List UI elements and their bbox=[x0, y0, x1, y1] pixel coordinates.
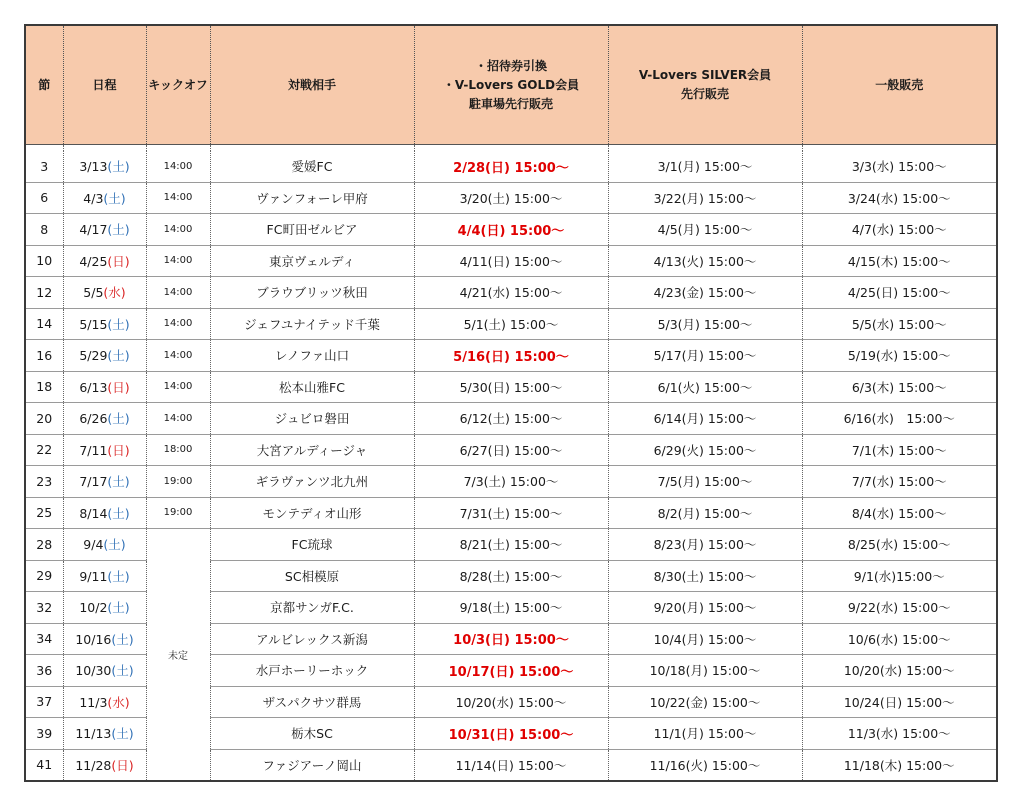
date-cell bbox=[63, 151, 146, 182]
gold-presale-cell bbox=[414, 434, 608, 466]
header-gold-line3: 駐車場先行販売 bbox=[468, 96, 553, 111]
table-row bbox=[25, 466, 997, 498]
match-date: 6/26 bbox=[79, 411, 108, 427]
gold-presale-cell bbox=[414, 623, 608, 655]
gold-presale-datetime: 5/16(日) 15:00～ bbox=[453, 349, 569, 365]
opponent-cell: レノファ山口 bbox=[210, 340, 414, 372]
table-row bbox=[25, 340, 997, 372]
silver-presale-cell: 3/1(月) 15:00～ bbox=[608, 151, 802, 182]
general-sale-cell: 8/25(水) 15:00～ bbox=[802, 529, 997, 561]
gold-presale-datetime: 7/31(土) 15:00～ bbox=[459, 505, 563, 521]
opponent-cell: ジェフユナイテッド千葉 bbox=[210, 308, 414, 340]
date-cell bbox=[63, 340, 146, 372]
weekday-label: (土) bbox=[107, 600, 130, 616]
header-kickoff: キックオフ bbox=[146, 25, 210, 145]
match-date: 4/17 bbox=[79, 222, 108, 238]
kickoff-tbd-cell: 未定 bbox=[146, 529, 210, 782]
round-cell: 29 bbox=[25, 560, 63, 592]
gold-presale-datetime: 10/17(日) 15:00～ bbox=[448, 664, 574, 680]
gold-presale-datetime: 7/3(土) 15:00～ bbox=[463, 474, 559, 490]
match-date: 4/25 bbox=[79, 253, 108, 269]
gold-presale-cell bbox=[414, 214, 608, 246]
round-cell: 25 bbox=[25, 497, 63, 529]
silver-presale-cell: 9/20(月) 15:00～ bbox=[608, 592, 802, 624]
opponent-cell: モンテディオ山形 bbox=[210, 497, 414, 529]
kickoff-cell: 19:00 bbox=[146, 497, 210, 529]
gold-presale-cell bbox=[414, 497, 608, 529]
weekday-label: (土) bbox=[111, 726, 134, 742]
date-cell bbox=[63, 403, 146, 435]
match-date: 7/17 bbox=[79, 474, 108, 490]
round-cell: 37 bbox=[25, 686, 63, 718]
opponent-cell: 東京ヴェルディ bbox=[210, 245, 414, 277]
silver-presale-cell: 8/2(月) 15:00～ bbox=[608, 497, 802, 529]
gold-presale-cell bbox=[414, 308, 608, 340]
general-sale-cell: 7/7(水) 15:00～ bbox=[802, 466, 997, 498]
weekday-label: (日) bbox=[107, 253, 130, 269]
date-cell bbox=[63, 560, 146, 592]
kickoff-cell: 14:00 bbox=[146, 151, 210, 182]
silver-presale-cell: 10/22(金) 15:00～ bbox=[608, 686, 802, 718]
round-cell: 39 bbox=[25, 718, 63, 750]
weekday-label: (日) bbox=[107, 442, 130, 458]
match-date: 5/29 bbox=[79, 348, 108, 364]
silver-presale-cell: 11/16(火) 15:00～ bbox=[608, 749, 802, 781]
round-cell: 8 bbox=[25, 214, 63, 246]
weekday-label: (土) bbox=[107, 222, 130, 238]
round-cell: 36 bbox=[25, 655, 63, 687]
gold-presale-datetime: 10/31(日) 15:00～ bbox=[448, 727, 574, 743]
match-date: 5/5 bbox=[83, 285, 104, 301]
opponent-cell: SC相模原 bbox=[210, 560, 414, 592]
weekday-label: (土) bbox=[111, 663, 134, 679]
silver-presale-cell: 4/5(月) 15:00～ bbox=[608, 214, 802, 246]
match-date: 11/13 bbox=[75, 726, 112, 742]
gold-presale-datetime: 10/20(水) 15:00～ bbox=[455, 694, 567, 710]
date-cell bbox=[63, 623, 146, 655]
round-cell: 22 bbox=[25, 434, 63, 466]
opponent-cell: 松本山雅FC bbox=[210, 371, 414, 403]
weekday-label: (土) bbox=[107, 474, 130, 490]
kickoff-cell: 18:00 bbox=[146, 434, 210, 466]
table-row bbox=[25, 277, 997, 309]
date-cell bbox=[63, 655, 146, 687]
opponent-cell: ジュビロ磐田 bbox=[210, 403, 414, 435]
gold-presale-datetime: 4/4(日) 15:00～ bbox=[457, 223, 565, 239]
date-cell bbox=[63, 214, 146, 246]
opponent-cell: 水戸ホーリーホック bbox=[210, 655, 414, 687]
opponent-cell: ヴァンフォーレ甲府 bbox=[210, 182, 414, 214]
weekday-label: (土) bbox=[107, 505, 130, 521]
weekday-label: (土) bbox=[107, 568, 130, 584]
date-cell bbox=[63, 308, 146, 340]
silver-presale-cell: 10/18(月) 15:00～ bbox=[608, 655, 802, 687]
general-sale-cell: 3/3(水) 15:00～ bbox=[802, 151, 997, 182]
gold-presale-datetime: 6/27(日) 15:00～ bbox=[459, 442, 563, 458]
gold-presale-cell bbox=[414, 403, 608, 435]
weekday-label: (土) bbox=[111, 631, 134, 647]
gold-presale-cell bbox=[414, 245, 608, 277]
opponent-cell: ザスパクサツ群馬 bbox=[210, 686, 414, 718]
silver-presale-cell: 6/1(火) 15:00～ bbox=[608, 371, 802, 403]
table-row bbox=[25, 371, 997, 403]
general-sale-cell: 6/3(木) 15:00～ bbox=[802, 371, 997, 403]
kickoff-cell: 14:00 bbox=[146, 182, 210, 214]
match-date: 8/14 bbox=[79, 505, 108, 521]
gold-presale-datetime: 5/30(日) 15:00～ bbox=[459, 379, 563, 395]
match-date: 10/30 bbox=[75, 663, 112, 679]
date-cell bbox=[63, 718, 146, 750]
match-date: 10/2 bbox=[79, 600, 108, 616]
weekday-label: (水) bbox=[103, 285, 126, 301]
gold-presale-cell bbox=[414, 686, 608, 718]
date-cell bbox=[63, 371, 146, 403]
gold-presale-cell bbox=[414, 371, 608, 403]
match-date: 10/16 bbox=[75, 631, 112, 647]
gold-presale-datetime: 3/20(土) 15:00～ bbox=[459, 190, 563, 206]
kickoff-cell: 14:00 bbox=[146, 214, 210, 246]
kickoff-cell: 14:00 bbox=[146, 403, 210, 435]
table-row bbox=[25, 308, 997, 340]
opponent-cell: 大宮アルディージャ bbox=[210, 434, 414, 466]
general-sale-cell: 9/1(水)15:00～ bbox=[802, 560, 997, 592]
gold-presale-cell bbox=[414, 749, 608, 781]
date-cell bbox=[63, 277, 146, 309]
table-row bbox=[25, 182, 997, 214]
date-cell bbox=[63, 529, 146, 561]
table-row bbox=[25, 151, 997, 182]
opponent-cell: 京都サンガF.C. bbox=[210, 592, 414, 624]
general-sale-cell: 4/7(水) 15:00～ bbox=[802, 214, 997, 246]
round-cell: 6 bbox=[25, 182, 63, 214]
match-date: 6/13 bbox=[79, 379, 108, 395]
kickoff-cell: 14:00 bbox=[146, 371, 210, 403]
round-cell: 28 bbox=[25, 529, 63, 561]
kickoff-cell: 14:00 bbox=[146, 308, 210, 340]
weekday-label: (日) bbox=[111, 757, 134, 773]
gold-presale-datetime: 4/11(日) 15:00～ bbox=[459, 253, 563, 269]
opponent-cell: アルビレックス新潟 bbox=[210, 623, 414, 655]
gold-presale-cell bbox=[414, 592, 608, 624]
date-cell bbox=[63, 182, 146, 214]
weekday-label: (土) bbox=[107, 348, 130, 364]
general-sale-cell: 11/18(木) 15:00～ bbox=[802, 749, 997, 781]
general-sale-cell: 11/3(水) 15:00～ bbox=[802, 718, 997, 750]
general-sale-cell: 3/24(水) 15:00～ bbox=[802, 182, 997, 214]
header-general-sale: 一般販売 bbox=[802, 25, 997, 145]
header-gold-presale bbox=[414, 25, 608, 145]
silver-presale-cell: 7/5(月) 15:00～ bbox=[608, 466, 802, 498]
round-cell: 18 bbox=[25, 371, 63, 403]
gold-presale-cell bbox=[414, 182, 608, 214]
date-cell bbox=[63, 592, 146, 624]
date-cell bbox=[63, 245, 146, 277]
gold-presale-datetime: 5/1(土) 15:00～ bbox=[463, 316, 559, 332]
silver-presale-cell: 3/22(月) 15:00～ bbox=[608, 182, 802, 214]
gold-presale-cell bbox=[414, 718, 608, 750]
header-date: 日程 bbox=[63, 25, 146, 145]
header-silver-presale bbox=[608, 25, 802, 145]
kickoff-cell: 14:00 bbox=[146, 245, 210, 277]
silver-presale-cell: 6/14(月) 15:00～ bbox=[608, 403, 802, 435]
date-cell bbox=[63, 466, 146, 498]
date-cell bbox=[63, 749, 146, 781]
opponent-cell: 栃木SC bbox=[210, 718, 414, 750]
match-date: 11/28 bbox=[75, 757, 112, 773]
silver-presale-cell: 5/3(月) 15:00～ bbox=[608, 308, 802, 340]
header-round: 節 bbox=[25, 25, 63, 145]
gold-presale-datetime: 8/21(土) 15:00～ bbox=[459, 537, 563, 553]
kickoff-cell: 19:00 bbox=[146, 466, 210, 498]
match-date: 7/11 bbox=[79, 442, 108, 458]
silver-presale-cell: 4/23(金) 15:00～ bbox=[608, 277, 802, 309]
opponent-cell: 愛媛FC bbox=[210, 151, 414, 182]
gold-presale-datetime: 10/3(日) 15:00～ bbox=[453, 633, 569, 649]
silver-presale-cell: 4/13(火) 15:00～ bbox=[608, 245, 802, 277]
round-cell: 10 bbox=[25, 245, 63, 277]
round-cell: 20 bbox=[25, 403, 63, 435]
kickoff-cell: 14:00 bbox=[146, 340, 210, 372]
weekday-label: (土) bbox=[103, 190, 126, 206]
match-date: 4/3 bbox=[83, 190, 104, 206]
match-date: 9/11 bbox=[79, 568, 108, 584]
gold-presale-datetime: 9/18(土) 15:00～ bbox=[459, 600, 563, 616]
opponent-cell: ギラヴァンツ北九州 bbox=[210, 466, 414, 498]
general-sale-cell: 5/5(水) 15:00～ bbox=[802, 308, 997, 340]
match-date: 3/13 bbox=[79, 159, 108, 175]
opponent-cell: ファジアーノ岡山 bbox=[210, 749, 414, 781]
header-opponent: 対戦相手 bbox=[210, 25, 414, 145]
table-row bbox=[25, 529, 997, 561]
schedule-body bbox=[25, 145, 997, 782]
general-sale-cell: 9/22(水) 15:00～ bbox=[802, 592, 997, 624]
round-cell: 41 bbox=[25, 749, 63, 781]
round-cell: 14 bbox=[25, 308, 63, 340]
weekday-label: (水) bbox=[107, 694, 130, 710]
header-silver-line2: 先行販売 bbox=[680, 87, 729, 101]
general-sale-cell: 4/25(日) 15:00～ bbox=[802, 277, 997, 309]
general-sale-cell: 5/19(水) 15:00～ bbox=[802, 340, 997, 372]
gold-presale-cell bbox=[414, 466, 608, 498]
general-sale-cell: 4/15(木) 15:00～ bbox=[802, 245, 997, 277]
gold-presale-datetime: 8/28(土) 15:00～ bbox=[459, 568, 563, 584]
gold-presale-cell bbox=[414, 340, 608, 372]
general-sale-cell: 10/6(水) 15:00～ bbox=[802, 623, 997, 655]
silver-presale-cell: 10/4(月) 15:00～ bbox=[608, 623, 802, 655]
opponent-cell: FC琉球 bbox=[210, 529, 414, 561]
gold-presale-cell bbox=[414, 560, 608, 592]
gold-presale-datetime: 2/28(日) 15:00～ bbox=[453, 160, 569, 176]
gold-presale-datetime: 4/21(水) 15:00～ bbox=[459, 285, 563, 301]
weekday-label: (日) bbox=[107, 379, 130, 395]
opponent-cell: FC町田ゼルビア bbox=[210, 214, 414, 246]
header-silver-line1: V-Lovers SILVER会員 bbox=[638, 68, 772, 82]
match-date: 11/3 bbox=[79, 694, 108, 710]
round-cell: 3 bbox=[25, 151, 63, 182]
round-cell: 34 bbox=[25, 623, 63, 655]
table-row bbox=[25, 497, 997, 529]
silver-presale-cell: 6/29(火) 15:00～ bbox=[608, 434, 802, 466]
kickoff-cell: 14:00 bbox=[146, 277, 210, 309]
table-row bbox=[25, 403, 997, 435]
gold-presale-cell bbox=[414, 277, 608, 309]
gold-presale-datetime: 11/14(日) 15:00～ bbox=[455, 757, 567, 773]
table-row bbox=[25, 245, 997, 277]
date-cell bbox=[63, 434, 146, 466]
silver-presale-cell: 8/30(土) 15:00～ bbox=[608, 560, 802, 592]
table-row bbox=[25, 434, 997, 466]
header-row bbox=[25, 25, 997, 145]
date-cell bbox=[63, 686, 146, 718]
header-gold-line1: ・招待券引換 bbox=[474, 58, 547, 73]
ticket-sales-schedule-table bbox=[24, 24, 998, 782]
round-cell: 16 bbox=[25, 340, 63, 372]
weekday-label: (土) bbox=[107, 316, 130, 332]
weekday-label: (土) bbox=[107, 159, 130, 175]
general-sale-cell: 6/16(水) 15:00～ bbox=[802, 403, 997, 435]
silver-presale-cell: 11/1(月) 15:00～ bbox=[608, 718, 802, 750]
gold-presale-cell bbox=[414, 655, 608, 687]
general-sale-cell: 10/24(日) 15:00～ bbox=[802, 686, 997, 718]
gold-presale-datetime: 6/12(土) 15:00～ bbox=[459, 411, 563, 427]
round-cell: 12 bbox=[25, 277, 63, 309]
match-date: 5/15 bbox=[79, 316, 108, 332]
round-cell: 32 bbox=[25, 592, 63, 624]
header-gold-line2: ・V-Lovers GOLD会員 bbox=[442, 77, 580, 92]
match-date: 9/4 bbox=[83, 537, 104, 553]
opponent-cell: ブラウブリッツ秋田 bbox=[210, 277, 414, 309]
silver-presale-cell: 5/17(月) 15:00～ bbox=[608, 340, 802, 372]
date-cell bbox=[63, 497, 146, 529]
silver-presale-cell: 8/23(月) 15:00～ bbox=[608, 529, 802, 561]
general-sale-cell: 10/20(水) 15:00～ bbox=[802, 655, 997, 687]
table-row bbox=[25, 214, 997, 246]
weekday-label: (土) bbox=[103, 537, 126, 553]
round-cell: 23 bbox=[25, 466, 63, 498]
weekday-label: (土) bbox=[107, 411, 130, 427]
general-sale-cell: 8/4(水) 15:00～ bbox=[802, 497, 997, 529]
gold-presale-cell bbox=[414, 529, 608, 561]
general-sale-cell: 7/1(木) 15:00～ bbox=[802, 434, 997, 466]
gold-presale-cell bbox=[414, 151, 608, 182]
